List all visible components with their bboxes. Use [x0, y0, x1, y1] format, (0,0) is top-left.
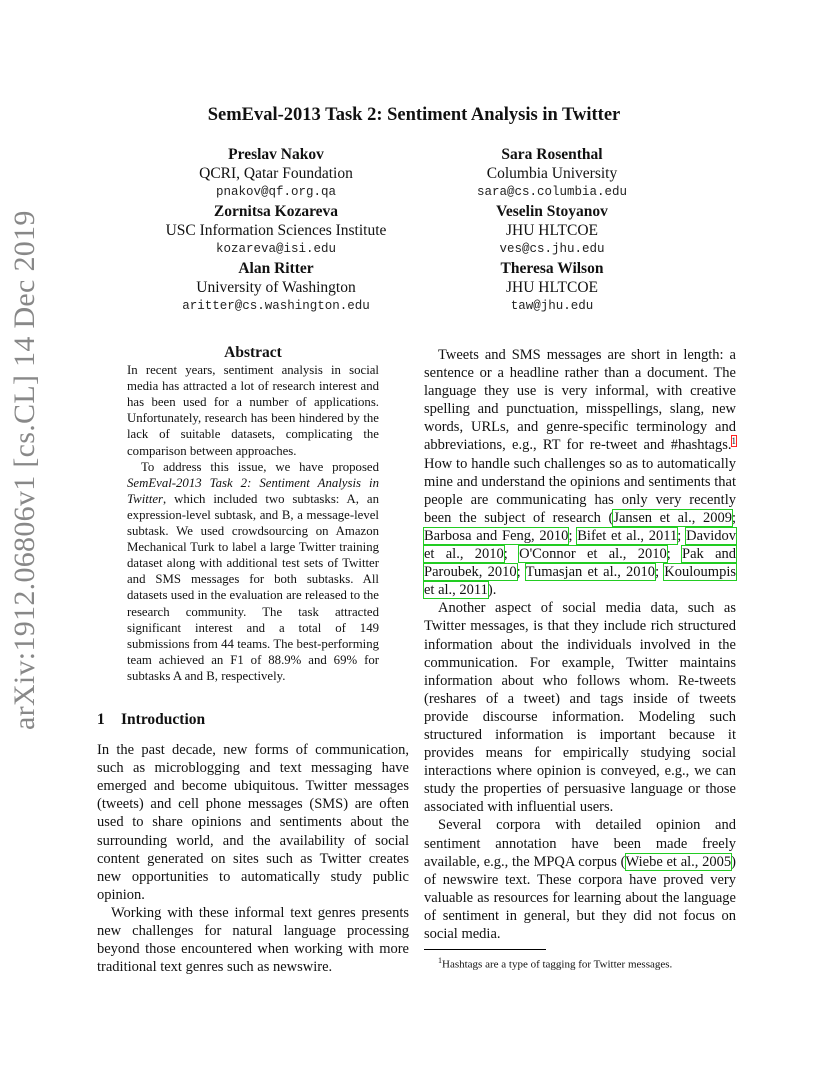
abstract-heading: Abstract — [224, 344, 282, 361]
author-affiliation: JHU HLTCOE — [505, 222, 598, 239]
body-paragraph: Another aspect of social media data, such as Twitter messages, is that they include rich structured information about the individuals involved in the communication. For example, Twitter maintains information about who follows whom. Re-tweets (reshares of a tweet) and tags inside of tweets provide discourse information. Modeling such structured information is important because it provides means for empirically studying social interactions where opinion is conveyed, e.g., we can study the properties of persuasive language or those associated with influential users. — [424, 600, 736, 816]
author-block — [402, 145, 702, 202]
footnote-divider — [424, 949, 546, 950]
body-text: How to handle such challenges so as to automatically mine and understand the opinions and sentiments that people are communicating has only very recently been the subject of research ( — [424, 455, 736, 526]
footnote-text: Hashtags are a type of tagging for Twitter messages. — [442, 958, 673, 971]
citation-link[interactable]: O'Connor et al., 2010 — [519, 546, 667, 563]
citation-link[interactable]: Barbosa and Feng, 2010 — [424, 527, 569, 544]
body-text: ). — [487, 582, 497, 599]
author-name: Preslav Nakov — [228, 146, 324, 163]
authors-left-column — [126, 145, 426, 316]
citation-link[interactable]: Wiebe et al., 2005 — [625, 853, 732, 870]
section-heading — [97, 711, 409, 729]
citation-link[interactable]: Kouloumpis et al., 2011 — [424, 564, 736, 599]
author-name: Veselin Stoyanov — [496, 203, 608, 220]
author-block — [402, 202, 702, 259]
author-affiliation: QCRI, Qatar Foundation — [199, 165, 353, 182]
footnote-number: 1 — [438, 956, 442, 966]
author-name: Alan Ritter — [238, 260, 314, 277]
body-text: ) of newswire text. These corpora have proved very valuable as resources for learning about the language of sentiment in general, but they did not focus on social media. — [424, 853, 736, 942]
author-email[interactable]: kozareva@isi.edu — [215, 242, 337, 256]
right-column — [424, 346, 736, 972]
author-email[interactable]: sara@cs.columbia.edu — [476, 185, 628, 199]
body-paragraph — [424, 816, 736, 943]
paper-title: SemEval-2013 Task 2: Sentiment Analysis in Twitter — [207, 105, 621, 125]
abstract-text: , which included two subtasks: A, an expression-level subtask, and B, a message-level subtask. We used crowdsourcing on Amazon Mechanical Turk to label a large Twitter training dataset along with additional test sets of Twitter and SMS messages for both subtasks. All datasets used in the evaluation are released to the research community. The task attracted significant interest and a total of 149 submissions from 44 teams. The best-performing team achieved an F1 of 88.9% and 69% for subtasks A and B, respectively. — [127, 491, 379, 683]
body-paragraph: Working with these informal text genres presents new challenges for natural language processing beyond those encountered when working with more traditional text genres such as newswire. — [97, 904, 409, 976]
task-name: SemEval-2013 Task 2: Sentiment Analysis in Twitter — [127, 475, 379, 506]
body-text: Tweets and SMS messages are short in length: a sentence or a headline rather than a document. The language they use is very informal, with creative spelling and punctuation, misspellings, slang, new words, URLs, and genre-specific terminology and abbreviations, e.g., RT for re-tweet and #hashtags. — [424, 347, 736, 454]
section-number: 1 — [97, 710, 105, 728]
author-name: Zornitsa Kozareva — [213, 203, 339, 220]
body-text: Several corpora with detailed opinion and sentiment annotation have been made freely available, e.g., the MPQA corpus ( — [424, 817, 736, 870]
footnote-link[interactable]: 1 — [731, 435, 736, 446]
citation-link[interactable]: Davidov et al., 2010 — [424, 527, 737, 563]
arxiv-identifier: arXiv:1912.06806v1 [cs.CL] 14 Dec 2019 — [8, 210, 41, 730]
author-block — [126, 202, 426, 259]
abstract-text: To address this issue, we have proposed — [141, 459, 379, 474]
abstract-paragraph — [127, 459, 379, 684]
author-block — [126, 145, 426, 202]
citation-link[interactable]: Tumasjan et al., 2010 — [525, 564, 656, 581]
section-title: Introduction — [121, 710, 206, 728]
body-paragraph: In the past decade, new forms of communication, such as microblogging and text messaging have emerged and become ubiquitous. Twitter messages (tweets) and cell phone messages (SMS) are often used to share opinions and sentiments about the surrounding world, and the availability of social content generated on sites such as Twitter creates new opportunities to automatically study public opinion. — [97, 742, 409, 903]
author-affiliation: University of Washington — [196, 279, 356, 296]
author-affiliation: USC Information Sciences Institute — [165, 222, 387, 239]
abstract-paragraph: In recent years, sentiment analysis in social media has attracted a lot of research interest and has been used for a number of applications. Unfortunately, research has been hindered by the lack of suitable datasets, complicating the comparison between approaches. — [127, 363, 379, 458]
abstract-body — [127, 362, 379, 684]
author-name: Theresa Wilson — [500, 260, 604, 277]
author-email[interactable]: aritter@cs.washington.edu — [182, 299, 370, 313]
author-name: Sara Rosenthal — [501, 146, 603, 163]
author-affiliation: Columbia University — [486, 165, 618, 182]
footnote — [424, 954, 736, 972]
author-email[interactable]: pnakov@qf.org.qa — [215, 185, 337, 199]
author-email[interactable]: taw@jhu.edu — [510, 299, 594, 313]
body-paragraph: Tweets and SMS messages are short in length: a sentence or a headline rather than a document. The language they use is very informal, with creative spelling and punctuation, misspellings, slang, new words, URLs, and genre-specific terminology and abbreviations, e.g., RT for re-tweet and #hashtags.$^1$ How to handle such challenges so as to automatically mine and understand the opinions and sentiments that people are communicating has only very recently been the subject of research (Jansen et al., 2009; Barbosa and Feng, 2010; Bifet et al., 2011; Davidov et al., 2010; O'Connor et al., 2010; Pak and Paroubek, 2010; Tumasjan et al., 2010; Kouloumpis et al., 2011). — [424, 347, 737, 599]
citation-link[interactable]: Pak and Paroubek, 2010 — [424, 546, 737, 581]
author-block — [126, 259, 426, 316]
author-block — [402, 259, 702, 316]
author-email[interactable]: ves@cs.jhu.edu — [499, 242, 605, 256]
citation-link[interactable]: Bifet et al., 2011 — [577, 527, 678, 544]
citation-link[interactable]: Jansen et al., 2009 — [613, 509, 732, 526]
authors-right-column — [402, 145, 702, 316]
author-affiliation: JHU HLTCOE — [505, 279, 598, 296]
left-column — [97, 344, 409, 976]
